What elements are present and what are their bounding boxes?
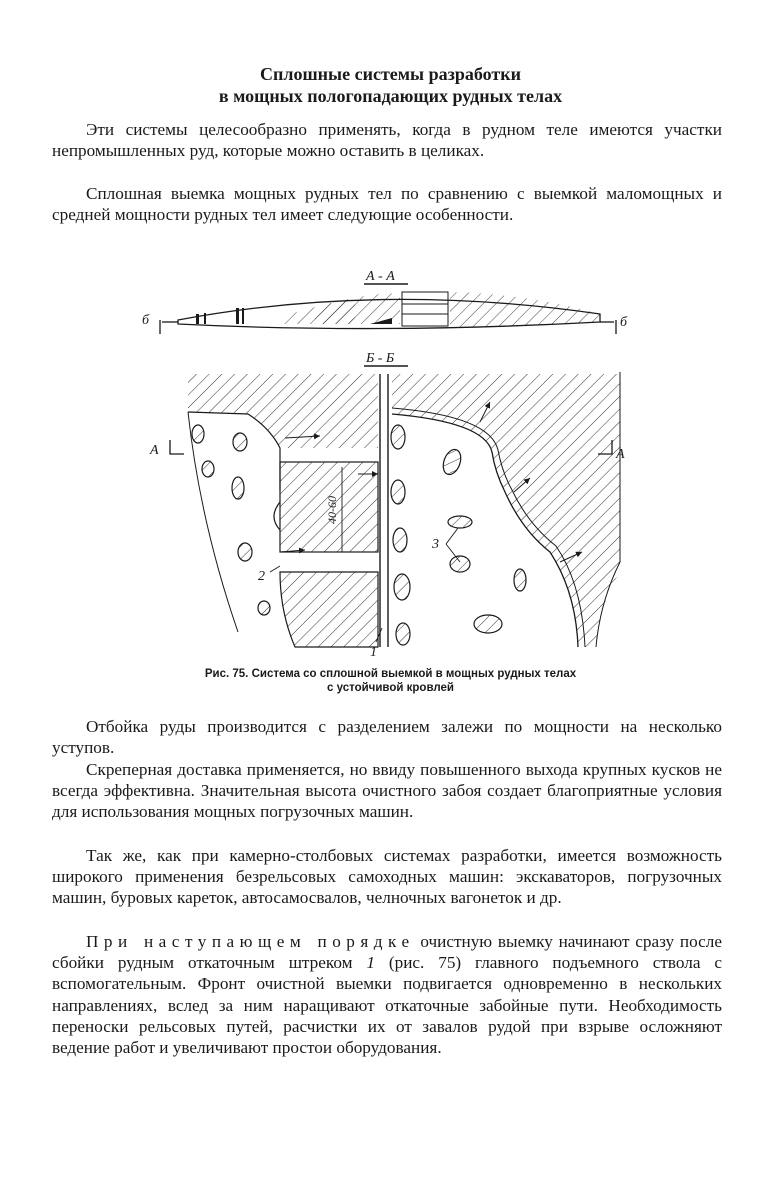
callout-3: 3 xyxy=(432,537,439,552)
callout-2: 2 xyxy=(258,569,265,584)
body-paragraph-4-text-b: (рис. 75) главного подъемного ствола с вспомогательным. Фронт очистной выемки подвигается одновременно в нескольких направлениях, вслед за ним наращивают откаточные забойные пути. Необходимость переноски рельсовых путей, расчистки их от завалов рудой при взрыве осложняют ведение работ и увеличивают простои оборудования. xyxy=(52,953,722,1058)
section-label-b-b: Б - Б xyxy=(366,351,395,366)
section-label-a-a: А - А xyxy=(366,269,395,284)
body-paragraph-1 xyxy=(52,716,722,758)
body-paragraph-3-text: Так же, как при камерно-столбовых системах разработки, имеется возможность широкого применения безрельсовых самоходных машин: экскаваторов, погрузочных машин, буровых кареток, автосамосвалов, челночных вагонеток и др. xyxy=(52,846,722,908)
section-heading-line1: Сплошные системы разработки xyxy=(260,64,521,84)
mark-b-left: б xyxy=(142,313,150,328)
dimension-label: 40-60 xyxy=(325,496,339,524)
plan-view xyxy=(170,372,620,647)
body-paragraph-4 xyxy=(52,931,722,1058)
callout-1: 1 xyxy=(370,645,377,660)
intro-paragraph-2 xyxy=(52,183,722,225)
body-paragraph-3 xyxy=(52,845,722,909)
body-paragraph-2-text: Скреперная доставка применяется, но ввиду повышенного выхода крупных кусков не всегда эффективна. Значительная высота очистного забоя создает благоприятные условия для использования мощных погрузочных машин. xyxy=(52,760,722,822)
intro-paragraph-2-text: Сплошная выемка мощных рудных тел по сравнению с выемкой маломощных и средней мощности рудных тел имеет следующие особенности. xyxy=(52,184,722,225)
intro-paragraph-1 xyxy=(52,119,722,161)
body-paragraph-2 xyxy=(52,759,722,823)
body-paragraph-1-text: Отбойка руды производится с разделением залежи по мощности на несколько уступов. xyxy=(52,717,722,758)
mark-b-right: б xyxy=(620,315,628,330)
intro-paragraph-1-text: Эти системы целесообразно применять, когда в рудном теле имеются участки непромышленных руд, которые можно оставить в целиках. xyxy=(52,120,722,161)
spaced-phrase: При наступающем порядке xyxy=(86,932,415,951)
mining-system-diagram xyxy=(130,262,650,662)
reference-number: 1 xyxy=(366,953,375,973)
section-heading-line2: в мощных пологопадающих рудных телах xyxy=(218,86,563,106)
mark-a-right: А xyxy=(616,447,625,462)
section-a-a-profile xyxy=(160,292,616,334)
body-paragraph-4-text-a: очистную выемку начинают сразу после сбойки рудным откаточным штреком xyxy=(52,932,722,973)
figure-caption-line1: Рис. 75. Система со сплошной выемкой в мощных рудных телах xyxy=(204,668,577,680)
figure-caption-line2: с устойчивой кровлей xyxy=(327,682,454,694)
figure-75 xyxy=(130,262,650,662)
mark-a-left: А xyxy=(150,443,159,458)
